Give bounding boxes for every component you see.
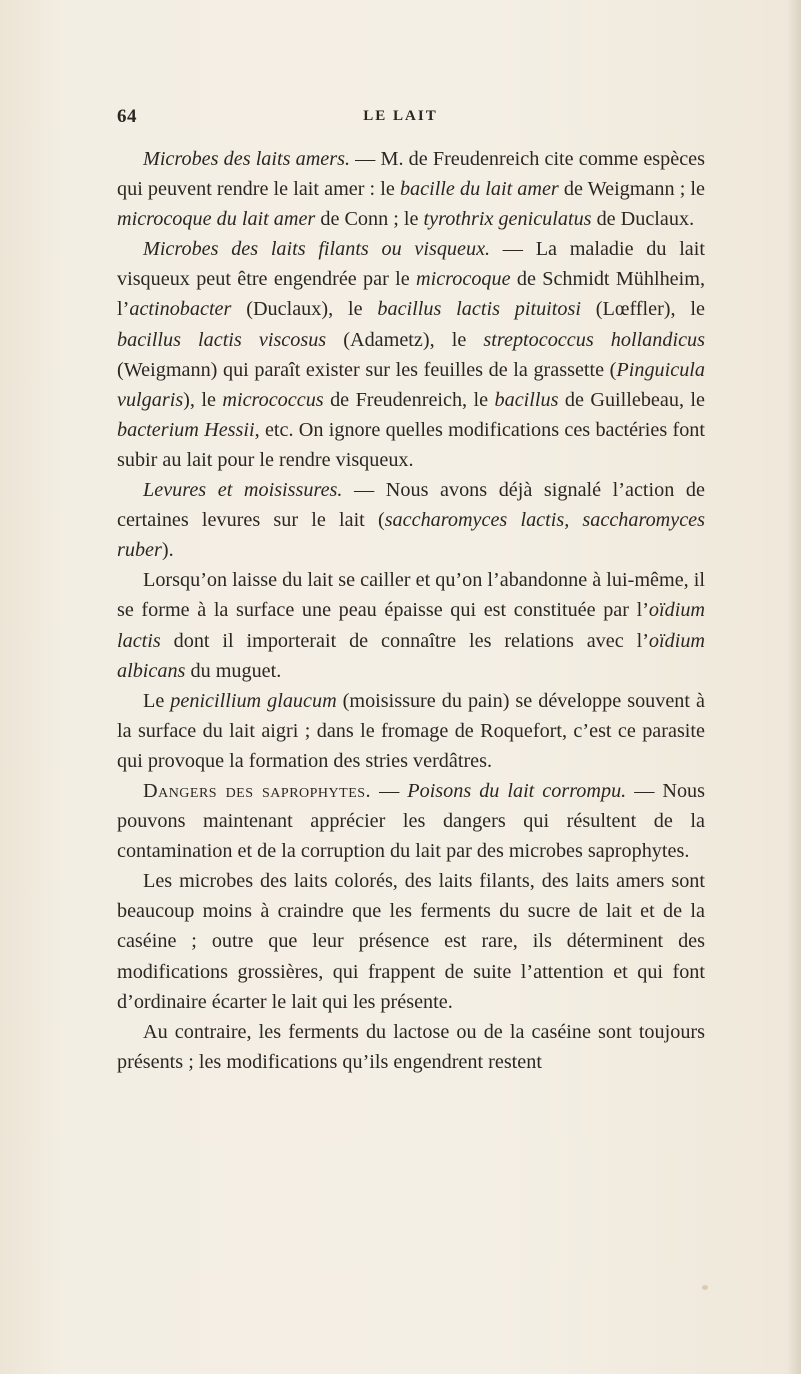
text-run: — (371, 779, 408, 802)
italic-term: Microbes des laits amers. (143, 148, 351, 170)
italic-term: streptococcus hollandicus (483, 328, 705, 351)
text-run: (Lœffler), le (580, 298, 706, 321)
italic-term: tyrothrix geniculatus (423, 208, 592, 231)
italic-term: penicillium glaucum (170, 689, 337, 712)
paragraph (117, 1017, 705, 1077)
running-title: LE LAIT (363, 108, 438, 124)
italic-term: Pinguicula vulgaris (117, 358, 705, 411)
text-run: — M. de Freudenreich cite comme espèces qui peuvent rendre le lait amer : le (117, 148, 705, 201)
italic-term: bacille du lait amer (399, 178, 559, 201)
text-run: de Schmidt Mühlheim, l’ (117, 268, 705, 321)
text-run: — La maladie du lait visqueux peut être engendrée par le (117, 238, 705, 291)
paragraph (117, 144, 705, 234)
italic-term: bacillus (494, 388, 559, 411)
text-run: (moisissure du pain) se développe souvent à la surface du lait aigri ; dans le fromage de Roquefort, c’est ce parasite qui provoque la formation des stries verdâtres. (117, 689, 705, 772)
italic-term: oïdium lactis (117, 599, 705, 652)
italic-term: Microbes des laits filants ou visqueux. (143, 238, 491, 261)
paragraph (117, 475, 705, 565)
italic-term: actinobacter (129, 298, 232, 321)
italic-term: bacterium Hessii (117, 418, 255, 441)
text-run: Au contraire, les ferments du lactose ou de la caséine sont toujours présents ; les modifications qu’ils engendrent restent (117, 1020, 705, 1073)
italic-term: bacillus lactis pituitosi (377, 298, 581, 321)
paragraph (117, 234, 705, 475)
italic-term: micrococcus (222, 388, 324, 411)
text-run: ). (161, 539, 174, 562)
paragraph (117, 866, 705, 1016)
text-run: (Duclaux), le (231, 298, 378, 321)
text-run: — Nous pouvons maintenant apprécier les dangers qui résultent de la contamination et de la corruption du lait par des microbes saprophytes. (117, 779, 706, 863)
text-run: Les microbes des laits colorés, des laits filants, des laits amers sont beaucoup moins à craindre que les ferments du sucre de lait et de la caséine ; outre que leur présence est rare, ils déterminent des modifications grossières, qui frappent de suite l’attention et qui font d’ordinaire écarter le lait qui les présente. (117, 870, 705, 1013)
text-run: — Nous avons déjà signalé l’action de certaines levures sur le lait ( (117, 479, 705, 532)
text-run: Lorsqu’on laisse du lait se cailler et qu’on l’abandonne à lui-même, il se forme à la surface une peau épaisse qui est constituée par l’ (117, 569, 705, 622)
small-caps-heading: Dangers des saprophytes. (143, 779, 372, 802)
text-run: ), le (183, 388, 223, 411)
body-text (117, 144, 705, 1077)
text-run: de Freudenreich, le (323, 388, 495, 411)
paragraph (117, 686, 705, 776)
paragraph (117, 776, 705, 866)
paper-speck (702, 1285, 708, 1290)
text-run: de Duclaux. (591, 208, 695, 231)
text-run: du muguet. (185, 659, 282, 682)
text-run: (Weigmann) qui paraît exister sur les feuilles de la grassette ( (117, 358, 617, 381)
italic-term: Poisons du lait corrompu. (407, 779, 627, 802)
italic-term: microcoque du lait amer (117, 208, 316, 231)
page-number: 64 (117, 106, 137, 127)
italic-term: microcoque (416, 268, 511, 291)
text-run: de Conn ; le (315, 208, 424, 231)
italic-term: bacillus lactis viscosus (117, 328, 327, 351)
text-run: (Adametz), le (326, 328, 484, 351)
text-run: Le (143, 689, 171, 712)
italic-term: saccharomyces lactis, saccharomyces ruber (117, 509, 705, 562)
text-run: de Guillebeau, le (558, 388, 705, 411)
italic-term: oïdium albicans (117, 629, 705, 682)
italic-term: Levures et moisissures. (143, 479, 343, 502)
text-run: , etc. On ignore quelles modifications ces bactéries font subir au lait pour le rendre visqueux. (117, 418, 705, 471)
text-run: de Weigmann ; le (558, 178, 705, 201)
paragraph (117, 565, 705, 685)
page-edge-shadow (787, 0, 801, 1374)
text-run: dont il importerait de connaître les relations avec l’ (160, 629, 649, 652)
page-header (0, 106, 801, 130)
